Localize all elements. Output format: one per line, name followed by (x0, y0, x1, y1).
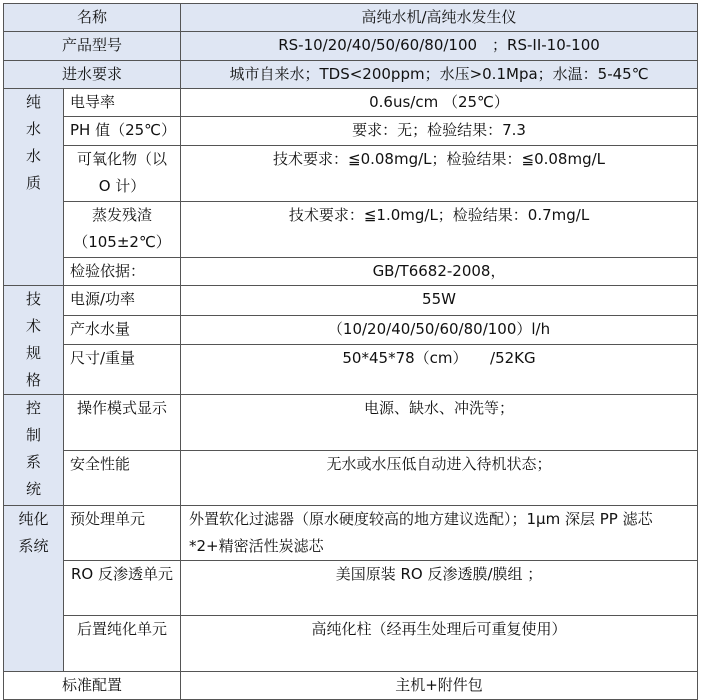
row-value: 技术要求：≦1.0mg/L；检验结果：0.7mg/L (181, 202, 698, 258)
inlet-value: 城市自来水；TDS<200ppm；水压>0.1Mpa；水温：5-45℃ (181, 61, 698, 89)
group-control-label: 控制系统 (25, 399, 41, 498)
group-purify-label: 纯化系统 (18, 510, 49, 555)
table-row (4, 616, 698, 672)
row-value: 外置软化过滤器（原水硬度较高的地方建议选配）；1μm 深层 PP 滤芯*2+精密活性炭滤芯 (181, 506, 698, 561)
standard-label: 标准配置 (4, 672, 181, 700)
group-tech (4, 286, 64, 395)
table-row (4, 561, 698, 616)
row-label: RO 反渗透单元 (64, 561, 181, 616)
row-value: 55W (181, 286, 698, 316)
table-row (4, 345, 698, 395)
standard-value: 主机+附件包 (181, 672, 698, 700)
row-label: 检验依据： (64, 258, 181, 286)
row-value: 技术要求：≦0.08mg/L；检验结果：≦0.08mg/L (181, 146, 698, 202)
table-row (4, 61, 698, 89)
table-row (4, 117, 698, 146)
row-label: 尺寸/重量 (64, 345, 181, 395)
name-label: 名称 (4, 4, 181, 32)
row-label: 可氧化物（以 O 计） (64, 146, 181, 202)
row-value: 无水或水压低自动进入待机状态； (181, 451, 698, 506)
table-row (4, 315, 698, 345)
row-label: 安全性能 (64, 451, 181, 506)
table-row (4, 395, 698, 451)
row-label: 电导率 (64, 89, 181, 117)
name-value: 高纯水机/高纯水发生仪 (181, 4, 698, 32)
table-row (4, 451, 698, 506)
row-value: 电源、缺水、冲洗等； (181, 395, 698, 451)
table-row (4, 258, 698, 286)
row-label: 后置纯化单元 (64, 616, 181, 672)
table-row (4, 506, 698, 561)
group-purify (4, 506, 64, 672)
row-value: 美国原装 RO 反渗透膜/膜组 ； (181, 561, 698, 616)
table-row (4, 32, 698, 61)
row-label: PH 值（25℃） (64, 117, 181, 146)
row-value: 50*45*78（cm） /52KG (181, 345, 698, 395)
table-row (4, 89, 698, 117)
inlet-label: 进水要求 (4, 61, 181, 89)
row-value: 高纯化柱（经再生处理后可重复使用） (181, 616, 698, 672)
row-value: （10/20/40/50/60/80/100）l/h (181, 315, 698, 345)
group-control (4, 395, 64, 506)
group-tech-label: 技术规格 (25, 290, 41, 389)
row-value: 0.6us/cm （25℃） (181, 89, 698, 117)
table-row (4, 672, 698, 700)
table-row (4, 146, 698, 202)
row-label: 电源/功率 (64, 286, 181, 316)
table-row (4, 202, 698, 258)
group-purity (4, 89, 64, 286)
row-value: GB/T6682-2008， (181, 258, 698, 286)
table-row (4, 4, 698, 32)
group-purity-label: 纯水水质 (25, 93, 41, 192)
row-label: 预处理单元 (64, 506, 181, 561)
model-value: RS-10/20/40/50/60/80/100 ；RS-II-10-100 (181, 32, 698, 61)
model-label: 产品型号 (4, 32, 181, 61)
row-label: 蒸发残渣（105±2℃） (64, 202, 181, 258)
row-value: 要求：无；检验结果：7.3 (181, 117, 698, 146)
spec-table (3, 3, 698, 700)
row-label: 产水水量 (64, 315, 181, 345)
row-label: 操作模式显示 (64, 395, 181, 451)
table-row (4, 286, 698, 316)
